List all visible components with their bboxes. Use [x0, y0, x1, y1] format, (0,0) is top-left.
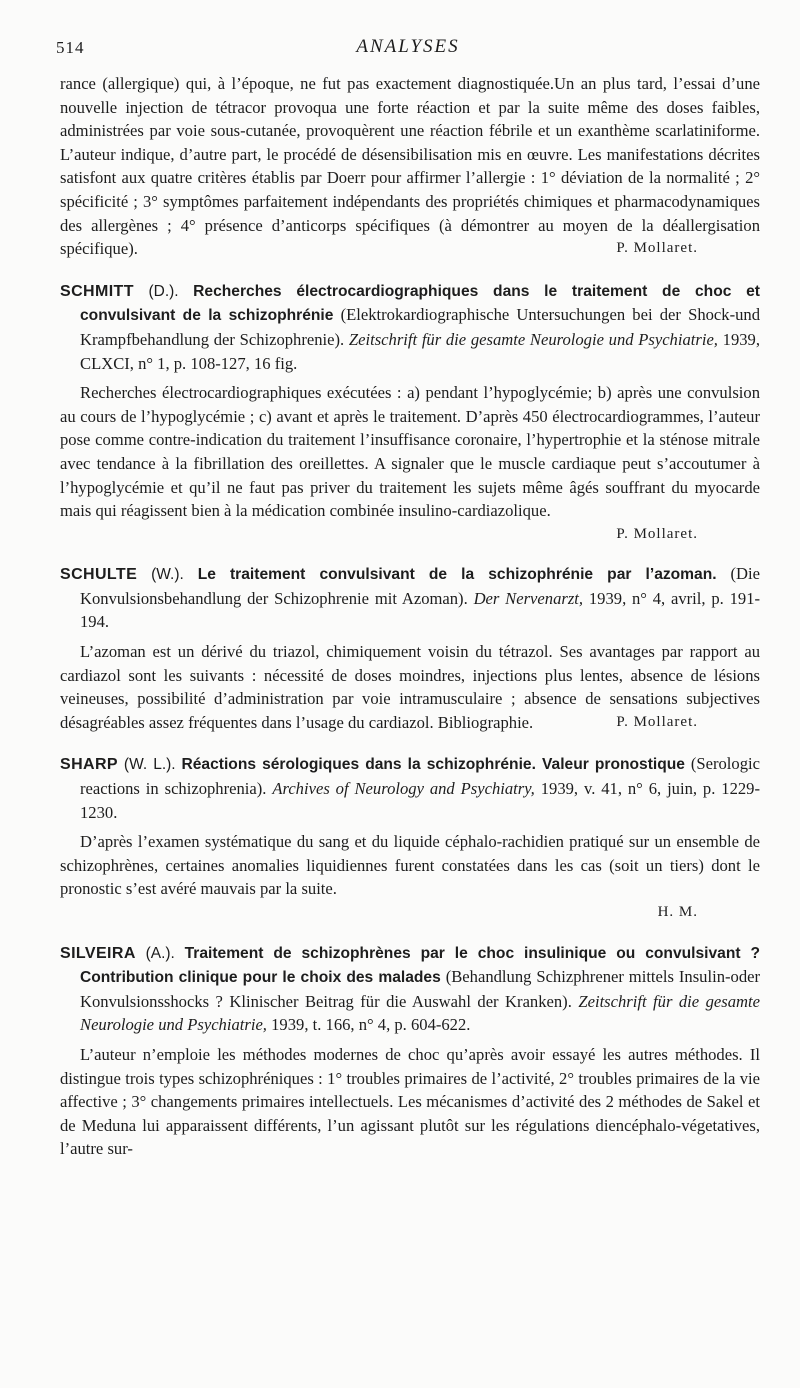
continuation-paragraph	[60, 72, 760, 261]
citation: 1939, n° 4, avril, p. 191-194.	[80, 588, 761, 632]
signature: P. Mollaret.	[616, 525, 698, 542]
review-entry	[60, 941, 760, 1161]
continuation-text: rance (allergique) qui, à l’époque, ne fut pas exactement diagnostiquée.Un an plus tard, l’essai d’une nouvelle injection de tétracor provoqua une forte réaction et par la suite même des doses faibles, administrées par voie sous-cutanée, provoquèrent une réaction fébrile et un exanthème scarlatiniforme. L’auteur indique, d’autre part, le procédé de désensibilisation mis en œuvre. Les manifestations décrites satisfont aux quatre critères établis par Doerr pour affirmer l’allergie : 1° déviation de la normalité ; 2° spécificité ; 3° symptômes parfaitement indépendants des propriétés chimiques et pharmacodynamiques des allergènes ; 4° présence d’anticorps spécifiques (à démontrer au moyen de la déallergisation spécifique).	[60, 74, 760, 259]
page-number: 514	[56, 38, 85, 57]
abstract: L’azoman est un dérivé du triazol, chimiquement voisin du tétrazol. Ses avantages par rapport au cardiazol sont les suivants : nécessité de doses moindres, injections plus lentes, absence de lésions veineuses, possibilité d’administration par voie intramusculaire ; absence de sensations subjectives désagréables assez fréquentes dans l’usage du cardiazol. Bibliographie.	[60, 642, 760, 732]
original-title: (Die Konvulsionsbehandlung der Schizophrenie mit Azoman).	[80, 564, 760, 608]
review-entry	[60, 279, 760, 547]
journal-name: Der Nervenarzt,	[473, 588, 584, 608]
entry-title: Traitement de schizophrènes par le choc insulinique ou convulsivant ? Contribution clinique pour le choix des malades	[80, 944, 761, 987]
author-initials: (D.).	[148, 282, 179, 300]
entry-heading	[60, 752, 760, 824]
author-name: SCHMITT	[60, 282, 134, 300]
journal-name: Zeitschrift für die gesamte Neurologie und Psychiatrie,	[348, 329, 718, 349]
entry-title: Recherches électrocardiographiques dans le traitement de choc et convulsivant de la schizophrénie	[80, 282, 760, 325]
author-name: SCHULTE	[60, 566, 138, 584]
entry-heading	[60, 279, 760, 375]
original-title: (Behandlung Schizphrener mittels Insulin-oder Konvulsionsshocks ? Klinischer Beitrag für die Auswahl der Kranken).	[80, 967, 761, 1011]
entry-title: Le traitement convulsivant de la schizophrénie par l’azoman.	[197, 566, 717, 584]
entry-heading	[60, 562, 760, 634]
signature: H. M.	[657, 904, 698, 920]
author-name: SHARP	[60, 756, 119, 774]
abstract: Recherches électrocardiographiques exécutées : a) pendant l’hypoglycémie; b) après une convulsion au cours de l’hypoglycémie ; c) avant et après le traitement. D’après 450 électrocardiogrammes, l’auteur pose comme contre-indication du traitement l’insuffisance coronaire, l’hypertrophie et la sténose mitrale avec tendance à la fibrillation des oreillettes. A signaler que le muscle cardiaque peut s’accoutumer à l’hypoglycémie et qu’il ne faut pas priver du traitement les sujets même âgés souffrant du myocarde mais qui réagissent bien à la médication combinée insulino-cardiazolique.	[60, 383, 760, 521]
entry-title: Réactions sérologiques dans la schizophrénie. Valeur pronostique	[181, 756, 685, 774]
review-entry	[60, 752, 760, 924]
abstract-paragraph	[60, 640, 760, 734]
citation: 1939, t. 166, n° 4, p. 604-622.	[271, 1015, 471, 1035]
author-name: SILVEIRA	[60, 944, 136, 962]
page-header	[56, 36, 760, 66]
original-title: (Serologic reactions in schizophrenia).	[80, 754, 760, 799]
review-entry	[60, 562, 760, 734]
journal-name: Zeitschrift für die gesamte Neurologie und Psychiatrie,	[80, 991, 761, 1035]
citation: 1939, CLXCI, n° 1, p. 108-127, 16 fig.	[80, 329, 760, 373]
abstract: L’auteur n’emploie les méthodes modernes de choc qu’après avoir essayé les autres méthodes. Il distingue trois types schizophréniques : 1° troubles primaires de l’activité, 2° troubles primaires de la vie affective ; 3° changements primaires intellectuels. Les mécanismes d’activité des 2 méthodes de Sakel et de Meduna lui apparaissent différents, l’un agissant plutôt sur les régulations diencéphalo-végetatives, l’autre sur-	[60, 1044, 760, 1159]
signature: P. Mollaret.	[616, 240, 698, 257]
entry-heading	[60, 941, 760, 1037]
running-title: ANALYSES	[356, 36, 460, 57]
signature: P. Mollaret.	[616, 713, 698, 730]
journal-name: Archives of Neurology and Psychiatry,	[272, 779, 535, 799]
author-initials: (W. L.).	[123, 756, 176, 774]
abstract: D’après l’examen systématique du sang et du liquide céphalo-rachidien pratiqué sur un ensemble de schizophrènes, certaines anomalies liquidiennes furent constatées dans les cas (soit un tiers) dont le pronostic s’est avéré mauvais par la suite.	[60, 832, 760, 899]
original-title: (Elektrokardiographische Untersuchungen bei der Shock-und Krampfbehandlung der Schizophrenie).	[80, 305, 760, 349]
author-initials: (A.).	[145, 944, 175, 962]
body-text	[60, 72, 760, 1161]
citation: 1939, v. 41, n° 6, juin, p. 1229-1230.	[80, 779, 760, 822]
author-initials: (W.).	[151, 566, 184, 584]
